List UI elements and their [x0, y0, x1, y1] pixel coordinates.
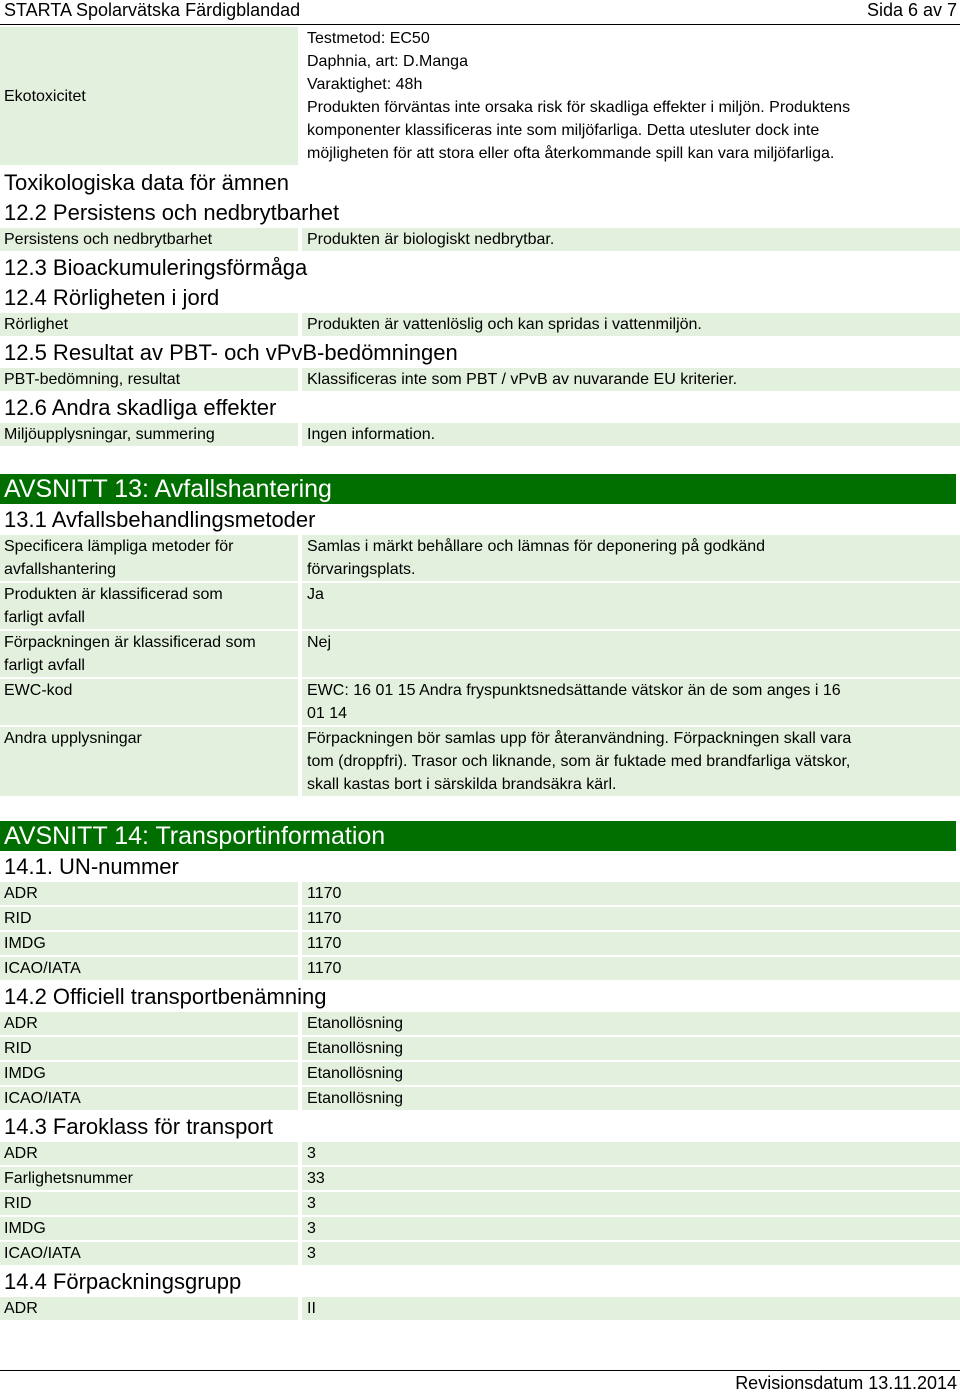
label-line: farligt avfall — [4, 657, 85, 674]
section-12-4-heading: 12.4 Rörligheten i jord — [4, 285, 220, 310]
un-row — [0, 957, 960, 980]
waste-row — [0, 727, 960, 796]
waste-value — [302, 679, 960, 725]
value-line — [307, 606, 960, 629]
section-14-3-heading: 14.3 Faroklass för transport — [4, 1114, 274, 1139]
shipping-name-value: Etanollösning — [302, 1037, 960, 1060]
header-divider — [0, 24, 960, 25]
shipping-name-label: ADR — [0, 1012, 298, 1035]
ecotoxicity-label-text: Ekotoxicitet — [4, 87, 86, 105]
un-value: 1170 — [302, 957, 960, 980]
hazard-class-label: ADR — [0, 1142, 298, 1165]
section-12-6-heading: 12.6 Andra skadliga effekter — [4, 395, 277, 420]
shipping-name-row — [0, 1062, 960, 1085]
section-14-4-heading: 14.4 Förpackningsgrupp — [4, 1269, 242, 1294]
value-line — [307, 654, 960, 677]
hazard-class-value: 3 — [302, 1242, 960, 1265]
environment-info-row — [0, 423, 960, 446]
value-line: förvaringsplats. — [307, 561, 416, 578]
un-row — [0, 932, 960, 955]
hazard-class-row — [0, 1242, 960, 1265]
persistence-value: Produkten är biologiskt nedbrytbar. — [302, 228, 960, 251]
shipping-name-label: IMDG — [0, 1062, 298, 1085]
revision-date: Revisionsdatum 13.11.2014 — [735, 1373, 957, 1393]
document-body — [0, 27, 960, 1322]
shipping-name-row — [0, 1037, 960, 1060]
eco-line: Testmetod: EC50 — [307, 30, 430, 47]
hazard-class-row — [0, 1192, 960, 1215]
label-line — [4, 702, 298, 725]
shipping-name-row — [0, 1012, 960, 1035]
section-14-1-heading: 14.1. UN-nummer — [4, 854, 179, 879]
shipping-name-value: Etanollösning — [302, 1062, 960, 1085]
environment-info-value: Ingen information. — [302, 423, 960, 446]
hazard-class-label: Farlighetsnummer — [0, 1167, 298, 1190]
un-label: ADR — [0, 882, 298, 905]
section-13-banner: AVSNITT 13: Avfallshantering — [0, 474, 956, 504]
waste-value — [302, 631, 960, 677]
hazard-class-value: 3 — [302, 1142, 960, 1165]
label-line: avfallshantering — [4, 561, 117, 578]
shipping-name-label: ICAO/IATA — [0, 1087, 298, 1110]
page-number: Sida 6 av 7 — [866, 0, 957, 20]
section-12-5-heading: 12.5 Resultat av PBT- och vPvB-bedömningen — [4, 340, 458, 365]
waste-label — [0, 535, 298, 581]
label-line: farligt avfall — [4, 609, 85, 626]
pbt-row — [0, 368, 960, 391]
label-line: Andra upplysningar — [4, 730, 142, 747]
shipping-name-value: Etanollösning — [302, 1012, 960, 1035]
shipping-name-value: Etanollösning — [302, 1087, 960, 1110]
hazard-class-label: IMDG — [0, 1217, 298, 1240]
mobility-value: Produkten är vattenlöslig och kan spridas i vattenmiljön. — [302, 313, 960, 336]
persistence-row — [0, 228, 960, 251]
waste-value — [302, 727, 960, 796]
waste-value — [302, 535, 960, 581]
value-line: Ja — [307, 586, 324, 603]
label-line — [4, 750, 298, 773]
eco-line: Varaktighet: 48h — [307, 76, 423, 93]
hazard-class-label: RID — [0, 1192, 298, 1215]
environment-info-label: Miljöupplysningar, summering — [0, 423, 298, 446]
waste-label — [0, 727, 298, 796]
eco-line: Produkten förväntas inte orsaka risk för skadliga effekter i miljön. Produktens — [307, 99, 851, 116]
packing-group-value: II — [302, 1297, 960, 1320]
pbt-label: PBT-bedömning, resultat — [0, 368, 298, 391]
value-line: Samlas i märkt behållare och lämnas för deponering på godkänd — [307, 538, 766, 555]
value-line: tom (droppfri). Trasor och liknande, som är fuktade med brandfarliga vätskor, — [307, 753, 851, 770]
section-13-1-heading: 13.1 Avfallsbehandlingsmetoder — [4, 507, 316, 532]
hazard-class-row — [0, 1167, 960, 1190]
waste-value — [302, 583, 960, 629]
section-12-2-heading: 12.2 Persistens och nedbrytbarhet — [4, 200, 340, 225]
un-row — [0, 882, 960, 905]
waste-label — [0, 679, 298, 725]
eco-line: Daphnia, art: D.Manga — [307, 53, 468, 70]
section-12-3-heading: 12.3 Bioackumuleringsförmåga — [4, 255, 308, 280]
section-14-2-heading: 14.2 Officiell transportbenämning — [4, 984, 327, 1009]
waste-row — [0, 679, 960, 725]
hazard-class-row — [0, 1142, 960, 1165]
value-line: EWC: 16 01 15 Andra fryspunktsnedsättande vätskor än de som anges i 16 — [307, 682, 841, 699]
mobility-row — [0, 313, 960, 336]
hazard-class-label: ICAO/IATA — [0, 1242, 298, 1265]
un-label: RID — [0, 907, 298, 930]
waste-label — [0, 583, 298, 629]
pbt-value: Klassificeras inte som PBT / vPvB av nuvarande EU kriterier. — [302, 368, 960, 391]
section-14-banner: AVSNITT 14: Transportinformation — [0, 821, 956, 851]
label-line — [4, 773, 298, 796]
un-value: 1170 — [302, 932, 960, 955]
page-header — [0, 0, 960, 23]
footer-divider — [0, 1370, 960, 1371]
label-line: EWC-kod — [4, 682, 73, 699]
eco-line: möjligheten för att stora eller ofta återkommande spill kan vara miljöfarliga. — [307, 145, 835, 162]
value-line: Nej — [307, 634, 332, 651]
waste-row — [0, 535, 960, 581]
mobility-label: Rörlighet — [0, 313, 298, 336]
shipping-name-label: RID — [0, 1037, 298, 1060]
document-title: STARTA Spolarvätska Färdigblandad — [4, 0, 301, 20]
persistence-label: Persistens och nedbrytbarhet — [0, 228, 298, 251]
ecotoxicity-row — [0, 27, 960, 165]
hazard-class-value: 3 — [302, 1217, 960, 1240]
label-line: Produkten är klassificerad som — [4, 586, 223, 603]
shipping-name-row — [0, 1087, 960, 1110]
value-line: 01 14 — [307, 705, 348, 722]
label-line: Specificera lämpliga metoder för — [4, 538, 234, 555]
un-label: IMDG — [0, 932, 298, 955]
un-value: 1170 — [302, 882, 960, 905]
eco-line: komponenter klassificeras inte som miljöfarliga. Detta utesluter dock inte — [307, 122, 820, 139]
un-value: 1170 — [302, 907, 960, 930]
waste-row — [0, 583, 960, 629]
ecotoxicity-value — [302, 27, 960, 165]
hazard-class-value: 33 — [302, 1167, 960, 1190]
waste-label — [0, 631, 298, 677]
ecotoxicity-label — [0, 27, 298, 165]
packing-group-label: ADR — [0, 1297, 298, 1320]
toxicology-heading: Toxikologiska data för ämnen — [4, 170, 289, 195]
un-label: ICAO/IATA — [0, 957, 298, 980]
waste-row — [0, 631, 960, 677]
hazard-class-row — [0, 1217, 960, 1240]
packing-group-row — [0, 1297, 960, 1320]
value-line: skall kastas bort i särskilda brandsäkra kärl. — [307, 776, 617, 793]
value-line: Förpackningen bör samlas upp för återanvändning. Förpackningen skall vara — [307, 730, 852, 747]
hazard-class-value: 3 — [302, 1192, 960, 1215]
label-line: Förpackningen är klassificerad som — [4, 634, 256, 651]
un-row — [0, 907, 960, 930]
